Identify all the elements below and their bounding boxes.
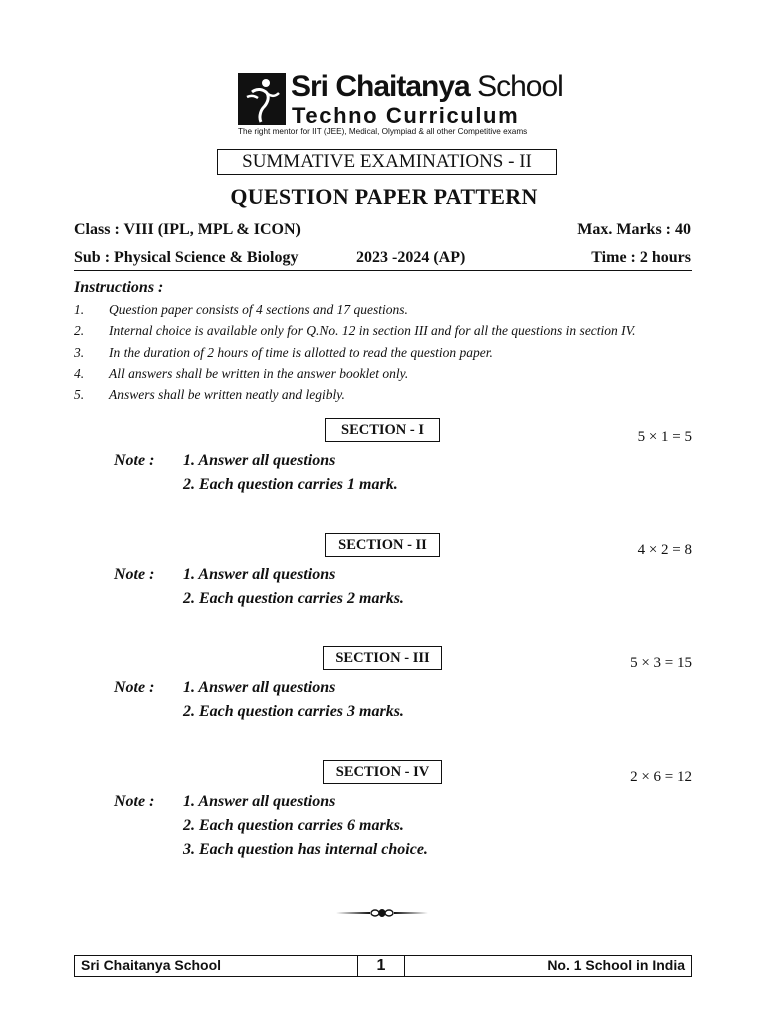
section-3-marks: 5 × 3 = 15	[630, 655, 692, 671]
max-marks: Max. Marks : 40	[577, 221, 691, 238]
class-info: Class : VIII (IPL, MPL & ICON)	[74, 221, 301, 238]
section-2-note: 1. Answer all questions	[183, 566, 336, 583]
logo-subtitle: Techno Curriculum	[292, 103, 520, 128]
section-3-note: 1. Answer all questions	[183, 679, 336, 696]
instruction-text: Answers shall be written neatly and legibly.	[109, 387, 345, 402]
instruction-text: Question paper consists of 4 sections and 17 questions.	[109, 302, 408, 317]
section-1-label: SECTION - I	[325, 418, 440, 442]
section-4-note-label: Note :	[114, 793, 155, 810]
section-3-note: 2. Each question carries 3 marks.	[183, 703, 404, 720]
instruction-number: 5.	[74, 387, 85, 402]
instruction-text: Internal choice is available only for Q.No. 12 in section III and for all the questions in section IV.	[109, 323, 636, 338]
page-footer	[74, 955, 692, 977]
instruction-text: In the duration of 2 hours of time is allotted to read the question paper.	[109, 345, 493, 360]
instruction-number: 2.	[74, 323, 85, 338]
exam-title: SUMMATIVE EXAMINATIONS - II	[217, 149, 557, 175]
section-1-note: 1. Answer all questions	[183, 452, 336, 469]
section-2-marks: 4 × 2 = 8	[637, 542, 692, 558]
time-info: Time : 2 hours	[591, 249, 691, 266]
footer-page-number: 1	[357, 955, 405, 977]
footer-slogan: No. 1 School in India	[547, 957, 685, 973]
instruction-text: All answers shall be written in the answer booklet only.	[109, 366, 409, 381]
section-1-marks: 5 × 1 = 5	[637, 429, 692, 445]
logo-title: Sri Chaitanya School	[291, 70, 563, 103]
subject-info: Sub : Physical Science & Biology	[74, 249, 299, 266]
instruction-number: 4.	[74, 366, 85, 381]
section-1-note: 2. Each question carries 1 mark.	[183, 476, 398, 493]
footer-school-name: Sri Chaitanya School	[81, 957, 222, 973]
instruction-number: 1.	[74, 302, 85, 317]
section-1-note-label: Note :	[114, 452, 155, 469]
section-4-note: 3. Each question has internal choice.	[183, 841, 428, 858]
section-3-note-label: Note :	[114, 679, 155, 696]
logo-tagline: The right mentor for IIT (JEE), Medical, Olympiad & all other Competitive exams	[238, 127, 528, 136]
section-4-note: 2. Each question carries 6 marks.	[183, 817, 404, 834]
runner-emblem-icon	[239, 74, 285, 124]
section-4-label: SECTION - IV	[323, 760, 442, 784]
ornament-divider-icon	[334, 905, 430, 921]
school-logo-emblem	[238, 73, 286, 125]
paper-title: QUESTION PAPER PATTERN	[230, 184, 538, 209]
section-3-label: SECTION - III	[323, 646, 442, 670]
section-4-note: 1. Answer all questions	[183, 793, 336, 810]
section-2-label: SECTION - II	[325, 533, 440, 557]
instruction-number: 3.	[74, 345, 85, 360]
instructions-heading: Instructions :	[74, 279, 164, 296]
section-2-note: 2. Each question carries 2 marks.	[183, 590, 404, 607]
section-4-marks: 2 × 6 = 12	[630, 769, 692, 785]
academic-year: 2023 -2024 (AP)	[356, 249, 466, 266]
header-divider	[74, 270, 692, 271]
section-2-note-label: Note :	[114, 566, 155, 583]
